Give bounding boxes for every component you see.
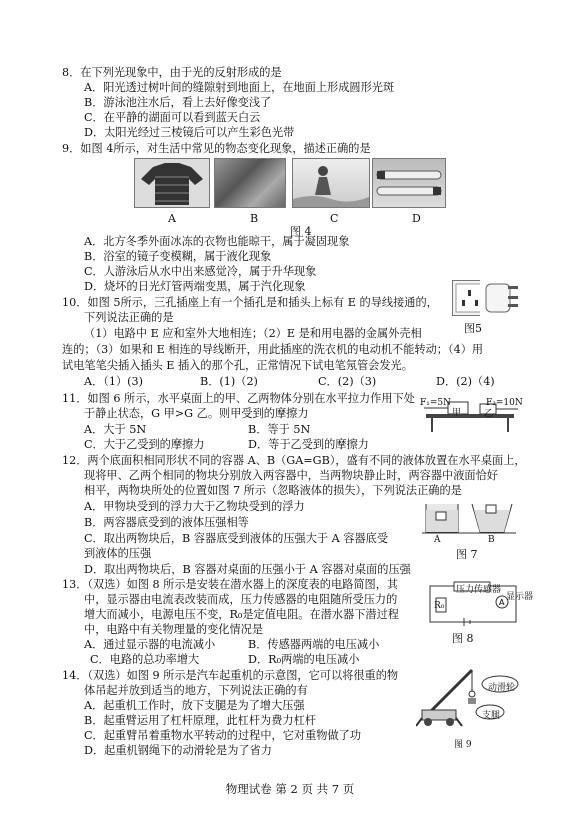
q11-option-a: A．大于 5N — [84, 423, 147, 436]
q13-figure-caption: 图 8 — [452, 632, 474, 645]
q14-option-b: B．起重臂运用了杠杆原理，此杠杆为费力杠杆 — [84, 714, 316, 727]
q12-figure-caption: 图 7 — [456, 548, 478, 561]
sweater-photo — [134, 158, 210, 208]
q9-option-d: D．烧坏的日光灯管两端变黑，属于汽化现象 — [84, 280, 306, 293]
plug-photo — [480, 276, 522, 316]
pulley-label: 动滑轮 — [488, 683, 516, 693]
q13-line-4: 中，电路中有关物理量的变化情况是 — [84, 623, 264, 636]
q13-option-d: D．R₀两端的电压减小 — [248, 653, 360, 666]
q8-option-a: A．阳光透过树叶间的缝隙射到地面上，在地面上形成圆形光斑 — [84, 81, 395, 94]
q10-figure-caption: 图5 — [464, 322, 482, 335]
q12-option-b: B．两容器底受到的液体压强相等 — [84, 516, 249, 529]
q13-option-b: B．传感器两端的电压减小 — [248, 638, 380, 651]
svg-text:A: A — [499, 598, 505, 607]
swimmer-photo — [292, 158, 370, 208]
q9-label-d: D — [412, 212, 421, 225]
q10-line-4: 连的；（3）如果和 E 相连的导线断开，用此插座的洗衣机的电动机不能转动；（4）用 — [62, 343, 484, 356]
q14-line-2: 体吊起并放到适当的地方，下列说法正确的有 — [84, 684, 308, 697]
q10-line-5: 试电笔笔尖插入插头 E 插入的那个孔，正常情况下试电笔氖管会发光。 — [62, 359, 413, 372]
q13-option-a: A．通过显示器的电流减小 — [84, 638, 216, 651]
q12-line-2: 现将甲、乙两个相同的物块分别放入两容器中，当两物块静止时，两容器中液面恰好 — [84, 469, 498, 482]
q12-line-1: 12．两个底面积相同形状不同的容器 A、B（GA=GB），盛有不同的液体放置在水平桌面上， — [62, 454, 526, 467]
foggy-mirror-photo — [214, 158, 286, 208]
plug-icon — [480, 276, 522, 316]
display-label: 显示器 — [506, 592, 534, 602]
q10-option-a: A．（1）(3) — [84, 375, 144, 388]
q9-option-c: C．人游泳后从水中出来感觉冷，属于升华现象 — [84, 265, 317, 278]
swimmer-icon — [293, 159, 369, 207]
q10-line-2: 下列说法正确的是 — [84, 311, 174, 324]
q13-line-1: 13．（双选）如图 8 所示是安装在潜水器上的深度表的电路简图，其 — [62, 578, 399, 591]
q11-option-b: B．等于 5N — [248, 423, 311, 436]
container-b-label: B — [488, 535, 495, 545]
q9-figure-caption: 图 4 — [290, 225, 312, 238]
figure-7-diagram — [420, 500, 516, 540]
q9-stem: 9．如图 4所示，对生活中常见的物态变化现象，描述正确的是 — [62, 142, 371, 155]
q14-option-d: D．起重机钢绳下的动滑轮是为了省力 — [84, 744, 272, 757]
q9-label-a: A — [168, 212, 176, 225]
block-yi-label: 乙 — [484, 409, 494, 419]
q10-line-1: 10．如图 5所示，三孔插座上有一个插孔是和插头上标有 E 的导线接通的， — [62, 296, 438, 309]
block-jia-label: 甲 — [452, 408, 462, 418]
q13-option-c: C．电路的总功率增大 — [90, 653, 200, 666]
q14-option-a: A．起重机工作时，放下支腿是为了增大压强 — [84, 699, 305, 712]
sweater-icon — [135, 159, 209, 207]
q8-stem: 8．在下列光现象中，由于光的反射形成的是 — [62, 66, 282, 79]
q10-option-b: B．(1)（2) — [200, 375, 258, 388]
q12-option-c-line-1: C．取出两物块后，B 容器底受到液体的压强大于 A 容器底受 — [84, 532, 389, 545]
sensor-label: 压力传感器 — [456, 585, 502, 595]
q12-option-c-line-2: 到液体的压强 — [84, 547, 152, 560]
q14-option-c: C．起重臂吊着重物水平转动的过程中，它对重物做了功 — [84, 729, 362, 742]
q9-label-b: B — [250, 212, 259, 225]
container-a-label: A — [434, 535, 441, 545]
q10-line-3: （1）电路中 E 应和室外大地相连；（2）E 是和用电器的金属外壳相 — [84, 327, 422, 340]
q10-option-c: C．(2)（3) — [318, 375, 377, 388]
q11-line-1: 11．如图 6 所示，水平桌面上的甲、乙两物体分别在水平拉力作用下处 — [62, 392, 415, 405]
q9-option-a: A．北方冬季外面冰冻的衣物也能晾干，属于凝固现象 — [84, 235, 350, 248]
leg-label: 支腿 — [482, 711, 501, 721]
q8-option-b: B．游泳池注水后，看上去好像变浅了 — [84, 96, 272, 109]
r0-label: R₀ — [434, 601, 445, 611]
lamp-tube-icon — [373, 159, 445, 207]
q11-option-c: C．大于乙受到的摩擦力 — [84, 438, 205, 451]
q11-option-d: D．等于乙受到的摩擦力 — [248, 438, 369, 451]
q9-option-b: B．浴室的镜子变模糊，属于液化现象 — [84, 250, 272, 263]
q8-option-c: C．在平静的湖面可以看到蓝天白云 — [84, 111, 261, 124]
force-f1-label: F₁=5N — [420, 398, 451, 408]
force-f2-label: F₂=10N — [486, 398, 523, 408]
q14-line-1: 14．（双选）如图 9 所示是汽车起重机的示意图，它可以将很重的物 — [62, 669, 399, 682]
q14-figure-caption: 图 9 — [454, 740, 472, 750]
q8-option-d: D．太阳光经过三棱镜后可以产生彩色光带 — [84, 126, 295, 139]
q12-option-a: A．甲物块受到的浮力大于乙物块受到的浮力 — [84, 500, 305, 513]
q13-line-3: 增大而减小，电源电压不变，R₀是定值电阻。在潜水器下潜过程 — [84, 608, 399, 621]
figure-9-crane — [416, 662, 524, 732]
page-footer: 物理试卷 第 2 页 共 7 页 — [225, 782, 355, 796]
q12-line-3: 相平，两物块所处的位置如图 7 所示（忽略液体的损失），下列说法正确的是 — [84, 484, 462, 497]
q11-line-2: 于静止状态，G 甲>G 乙。则甲受到的摩擦力 — [84, 407, 309, 420]
fluorescent-tube-photo — [372, 158, 446, 208]
q10-option-d: D．(2)（4) — [436, 375, 495, 388]
q9-label-c: C — [330, 212, 339, 225]
q12-option-d: D．取出两物块后，B 容器对桌面的压强小于 A 容器对桌面的压强 — [84, 563, 411, 576]
q13-line-2: 中，显示器由电流表改装而成，压力传感器的电阻随所受压力的 — [84, 593, 398, 606]
